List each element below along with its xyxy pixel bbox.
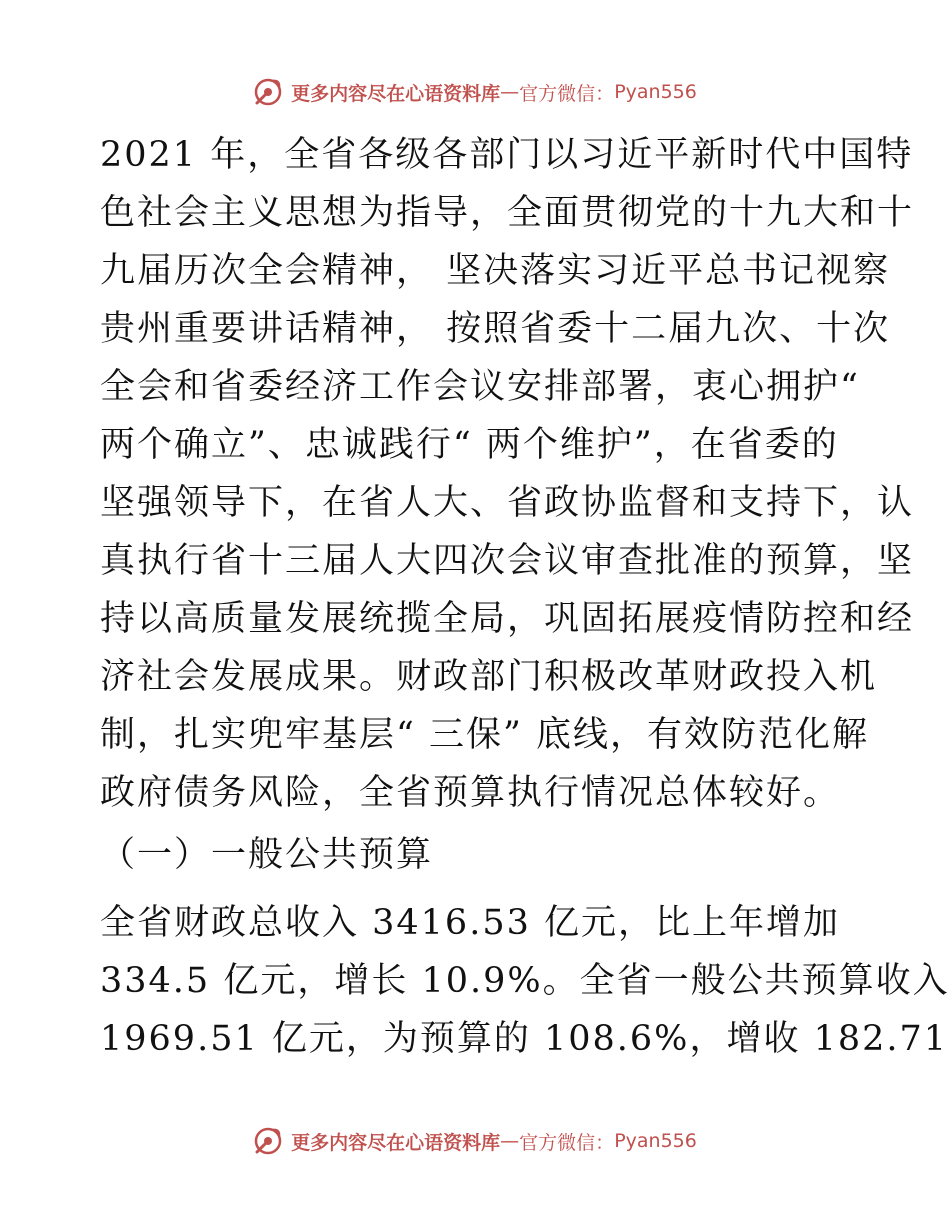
text-line: 334.5 亿元，增长 10.9%。全省一般公共预算收入	[100, 961, 950, 1001]
watermark-id: Pyan556	[614, 81, 697, 103]
watermark-text: 更多内容尽在心语资料库	[291, 1131, 501, 1154]
quill-logo-icon	[253, 1126, 283, 1156]
quill-logo-icon	[253, 77, 283, 107]
text-line: 全省财政总收入 3416.53 亿元，比上年增加	[100, 903, 840, 943]
watermark-footer	[0, 1121, 950, 1161]
watermark-separator: —	[500, 1130, 520, 1152]
text-line: 全会和省委经济工作会议安排部署，衷心拥护“	[100, 367, 860, 407]
watermark-suffix: 官方微信：	[519, 82, 615, 105]
paragraph-2	[100, 894, 950, 1068]
section-heading: （一）一般公共预算	[100, 835, 434, 875]
watermark-separator: —	[500, 81, 520, 103]
text-line: 持以高质量发展统揽全局，巩固拓展疫情防控和经	[100, 599, 915, 639]
text-line: 色社会主义思想为指导，全面贯彻党的十九大和十	[100, 193, 915, 233]
text-line: 2021 年，全省各级各部门以习近平新时代中国特	[100, 135, 914, 175]
watermark-suffix: 官方微信：	[519, 1131, 615, 1154]
text-line: 坚强领导下，在省人大、省政协监督和支持下，认	[100, 483, 915, 523]
text-line: 九届历次全会精神， 坚决落实习近平总书记视察	[100, 251, 891, 291]
document-body	[100, 126, 950, 1068]
watermark-id: Pyan556	[614, 1130, 697, 1152]
text-line: 真执行省十三届人大四次会议审查批准的预算，坚	[100, 541, 915, 581]
text-line: 制，扎实兜牢基层“ 三保” 底线，有效防范化解	[100, 715, 870, 755]
text-line: 两个确立”、忠诚践行“ 两个维护”，在省委的	[100, 425, 839, 465]
watermark-header	[0, 72, 950, 112]
paragraph-1	[100, 126, 915, 822]
text-line: 贵州重要讲话精神， 按照省委十二届九次、十次	[100, 309, 891, 349]
watermark-text: 更多内容尽在心语资料库	[291, 82, 501, 105]
text-line: 济社会发展成果。财政部门积极改革财政投入机	[100, 657, 878, 697]
text-line: 政府债务风险，全省预算执行情况总体较好。	[100, 773, 841, 813]
text-line: 1969.51 亿元，为预算的 108.6%，增收 182.71	[100, 1019, 949, 1059]
